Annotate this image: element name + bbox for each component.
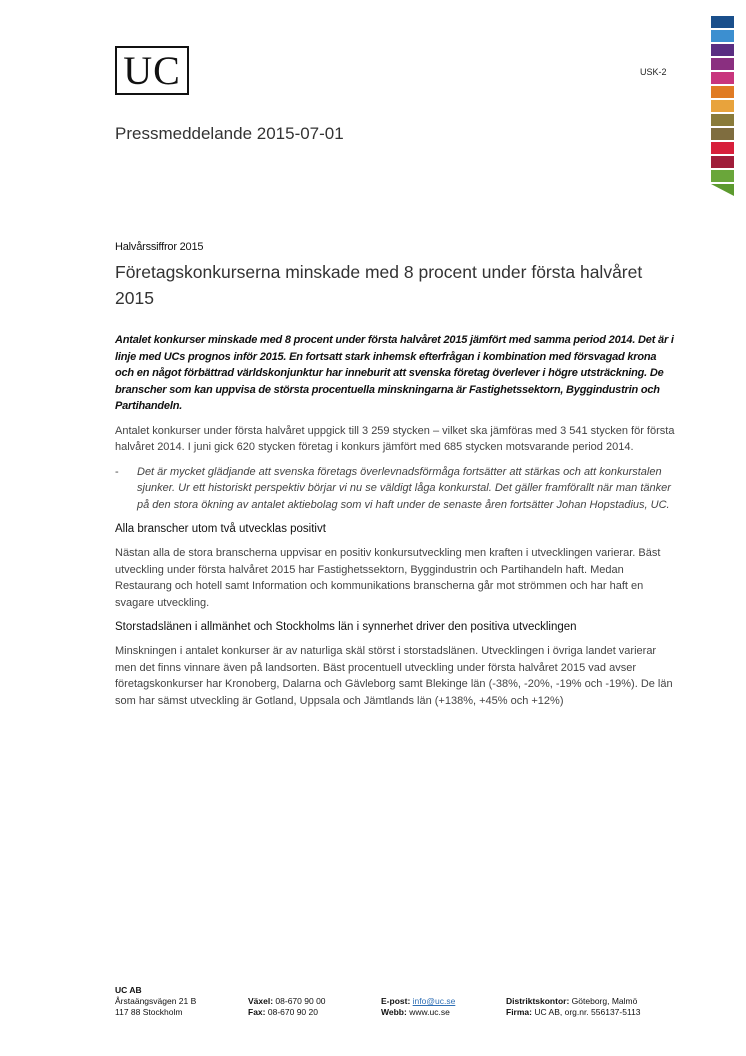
footer-web	[381, 1007, 506, 1018]
paragraph-1: Antalet konkurser under första halvåret uppgick till 3 259 stycken – vilket ska jämföras med 3 541 stycken för första halvåret 2014. I juni gick 620 stycken företag i konkurs jämfört med 685 stycken motsvarande period 2014.	[115, 424, 675, 453]
color-stripe-4	[711, 58, 734, 70]
subheading-2: Storstadslänen i allmänhet och Stockholms län i synnerhet driver den positiva utvecklingen	[115, 621, 577, 633]
footer	[115, 985, 675, 1018]
color-stripe-7	[711, 100, 734, 112]
footer-district	[506, 996, 637, 1007]
color-stripe-9	[711, 128, 734, 140]
footer-phone-label: Växel:	[248, 996, 274, 1006]
footer-company: UC AB	[115, 985, 142, 995]
footer-row-1	[115, 996, 675, 1007]
footer-phone	[248, 996, 381, 1007]
footer-email-link[interactable]: info@uc.se	[412, 996, 456, 1006]
footer-row-2	[115, 1007, 675, 1018]
color-stripe-10	[711, 142, 734, 154]
paragraph-3: Minskningen i antalet konkurser är av naturliga skäl störst i storstadslänen. Utvecklingen i övriga landet varierar men det finns vinnare även på landsorten. Bäst procentuell utveckling under första halvåret 2015 vad avser företagskonkurser har Kronoberg, Dalarna och Gävleborg samt Blekinge län (-38%, -20%, -19% och -19%). De län som har sämst utveckling är Gotland, Uppsala och Jämtlands län (+138%, +45% och +12%)	[115, 645, 673, 707]
stripe-triangle	[711, 184, 734, 196]
footer-fax-label: Fax:	[248, 1007, 266, 1017]
paragraph-2: Nästan alla de stora branscherna uppvisar en positiv konkursutveckling men kraften i utvecklingen varierar. Bäst utveckling under första halvåret 2015 har Fastighetssektorn, Byggindustrin och Partihandeln haft. Medan Restaurang och hotell samt Information och kommunikations branscherna går mot strömmen och har haft en svagare utveckling.	[115, 547, 661, 609]
footer-district-value: Göteborg, Malmö	[571, 996, 638, 1006]
footer-firm	[506, 1007, 641, 1018]
color-stripe-5	[711, 72, 734, 84]
color-stripe-8	[711, 114, 734, 126]
footer-firm-label: Firma:	[506, 1007, 532, 1017]
document-id: USK-2	[640, 67, 667, 77]
footer-address-line-2: 117 88 Stockholm	[115, 1007, 183, 1017]
color-stripe-12	[711, 170, 734, 182]
color-stripes-decoration	[711, 16, 734, 196]
footer-fax-value: 08-670 90 20	[267, 1007, 318, 1017]
footer-firm-value: UC AB, org.nr. 556137-5113	[534, 1007, 641, 1017]
article-body	[115, 332, 675, 717]
footer-fax	[248, 1007, 381, 1018]
page-title: Pressmeddelande 2015-07-01	[115, 124, 344, 143]
quote-block	[115, 464, 675, 514]
color-stripe-3	[711, 44, 734, 56]
uc-logo: UC	[115, 46, 189, 95]
lead-paragraph: Antalet konkurser minskade med 8 procent under första halvåret 2015 jämfört med samma period 2014. Det är i linje med UCs prognos inför 2015. En fortsatt stark inhemsk efterfrågan i kombination med försvagad krona och en något förbättrad världskonjunktur har inneburit att svenska företag överlever i högre utsträckning. De branscher som kan uppvisa de största procentuella minskningarna är Fastighetssektorn, Byggindustrin och Partihandeln.	[115, 334, 674, 412]
quote-dash: -	[115, 465, 119, 478]
color-stripe-6	[711, 86, 734, 98]
footer-district-label: Distriktskontor:	[506, 996, 570, 1006]
color-stripe-2	[711, 30, 734, 42]
footer-address-line-1: Årstaängsvägen 21 B	[115, 996, 197, 1006]
kicker-label: Halvårssiffror 2015	[115, 241, 204, 253]
footer-web-value: www.uc.se	[409, 1007, 450, 1017]
footer-email-label: E-post:	[381, 996, 411, 1006]
color-stripe-1	[711, 16, 734, 28]
subheading-1: Alla branscher utom två utvecklas positivt	[115, 523, 326, 535]
quote-text: Det är mycket glädjande att svenska företags överlevnadsförmåga fortsätter att stärkas och att konkurstalen sjunker. Ur ett historiskt perspektiv börjar vi nu se väldigt låga konkurstal. Det gäller framförallt när man tänker på den stora ökning av antalet aktiebolag som vi haft under de senaste åren fortsätter Johan Hopstadius, UC.	[137, 465, 671, 511]
footer-web-label: Webb:	[381, 1007, 407, 1017]
color-stripe-11	[711, 156, 734, 168]
headline: Företagskonkurserna minskade med 8 procent under första halvåret 2015	[115, 262, 643, 308]
footer-phone-value: 08-670 90 00	[275, 996, 326, 1006]
footer-email	[381, 996, 506, 1007]
